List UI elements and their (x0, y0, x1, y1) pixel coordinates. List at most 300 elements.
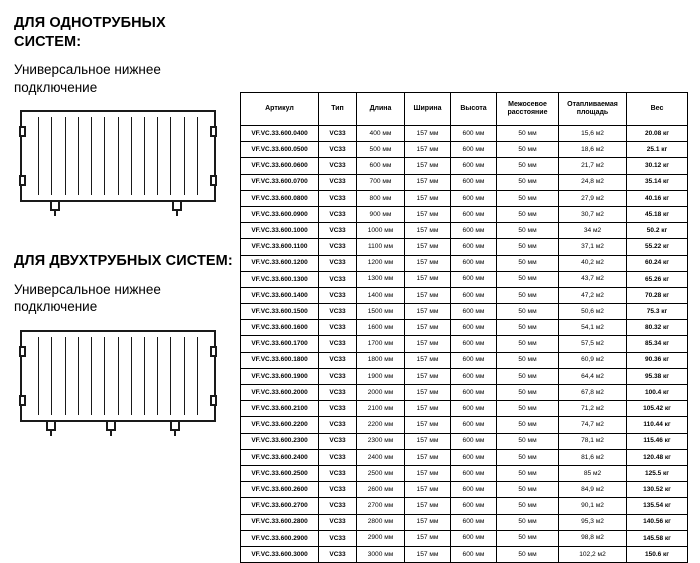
cell-weight: 85.34 кг (627, 336, 688, 352)
cell-type: VC33 (319, 449, 357, 465)
cell-height: 600 мм (451, 417, 497, 433)
cell-center-distance: 50 мм (497, 287, 559, 303)
cell-height: 600 мм (451, 287, 497, 303)
cell-type: VC33 (319, 336, 357, 352)
table-row (241, 320, 688, 336)
radiator-fin (52, 117, 65, 195)
cell-article: VF.VC.33.600.1300 (241, 271, 319, 287)
cell-weight: 60.24 кг (627, 255, 688, 271)
cell-center-distance: 50 мм (497, 271, 559, 287)
cell-weight: 95.38 кг (627, 368, 688, 384)
cell-center-distance: 50 мм (497, 142, 559, 158)
cell-type: VC33 (319, 174, 357, 190)
cell-heated-area: 60,9 м2 (559, 352, 627, 368)
cell-type: VC33 (319, 368, 357, 384)
cell-center-distance: 50 мм (497, 352, 559, 368)
cell-length: 2700 мм (357, 498, 405, 514)
cell-center-distance: 50 мм (497, 433, 559, 449)
column-header-length: Длина (357, 93, 405, 126)
radiator-fin (105, 337, 118, 415)
cell-type: VC33 (319, 158, 357, 174)
cell-article: VF.VC.33.600.2500 (241, 465, 319, 481)
cell-width: 157 мм (405, 126, 451, 142)
left-column (14, 14, 236, 438)
cell-heated-area: 67,8 м2 (559, 385, 627, 401)
cell-width: 157 мм (405, 433, 451, 449)
cell-type: VC33 (319, 190, 357, 206)
cell-width: 157 мм (405, 271, 451, 287)
cell-article: VF.VC.33.600.2900 (241, 530, 319, 546)
cell-height: 600 мм (451, 449, 497, 465)
radiator-fin (158, 117, 171, 195)
cell-article: VF.VC.33.600.1600 (241, 320, 319, 336)
table-row (241, 514, 688, 530)
cell-type: VC33 (319, 223, 357, 239)
cell-weight: 110.44 кг (627, 417, 688, 433)
cell-height: 600 мм (451, 498, 497, 514)
cell-width: 157 мм (405, 304, 451, 320)
cell-length: 400 мм (357, 126, 405, 142)
cell-height: 600 мм (451, 190, 497, 206)
cell-height: 600 мм (451, 401, 497, 417)
cell-article: VF.VC.33.600.2200 (241, 417, 319, 433)
cell-width: 157 мм (405, 417, 451, 433)
cell-center-distance: 50 мм (497, 530, 559, 546)
table-row (241, 287, 688, 303)
cell-type: VC33 (319, 320, 357, 336)
cell-height: 600 мм (451, 465, 497, 481)
cell-width: 157 мм (405, 190, 451, 206)
radiator-fin (119, 117, 132, 195)
table-row (241, 417, 688, 433)
cell-weight: 45.18 кг (627, 206, 688, 222)
radiator-fin (185, 117, 198, 195)
radiator-port-top-right-icon (210, 126, 217, 137)
radiator-port-top-left-icon (19, 346, 26, 357)
cell-center-distance: 50 мм (497, 417, 559, 433)
cell-width: 157 мм (405, 465, 451, 481)
cell-width: 157 мм (405, 498, 451, 514)
table-row (241, 368, 688, 384)
section-one-pipe-title: ДЛЯ ОДНОТРУБНЫХ СИСТЕМ: (14, 15, 166, 50)
cell-width: 157 мм (405, 336, 451, 352)
cell-center-distance: 50 мм (497, 239, 559, 255)
cell-height: 600 мм (451, 174, 497, 190)
cell-type: VC33 (319, 385, 357, 401)
cell-article: VF.VC.33.600.0600 (241, 158, 319, 174)
table-head (241, 93, 688, 126)
cell-heated-area: 37,1 м2 (559, 239, 627, 255)
specification-table-wrapper (240, 92, 687, 563)
cell-center-distance: 50 мм (497, 206, 559, 222)
radiator-fin (171, 337, 184, 415)
cell-width: 157 мм (405, 287, 451, 303)
cell-type: VC33 (319, 482, 357, 498)
radiator-fin (26, 117, 39, 195)
column-header-article: Артикул (241, 93, 319, 126)
cell-length: 1900 мм (357, 368, 405, 384)
cell-article: VF.VC.33.600.2700 (241, 498, 319, 514)
cell-weight: 140.56 кг (627, 514, 688, 530)
table-row (241, 352, 688, 368)
cell-length: 1200 мм (357, 255, 405, 271)
table-row (241, 336, 688, 352)
cell-heated-area: 78,1 м2 (559, 433, 627, 449)
cell-type: VC33 (319, 433, 357, 449)
cell-heated-area: 98,8 м2 (559, 530, 627, 546)
table-row (241, 255, 688, 271)
cell-height: 600 мм (451, 546, 497, 562)
cell-center-distance: 50 мм (497, 546, 559, 562)
radiator-port-bottom-left-icon (19, 395, 26, 406)
cell-article: VF.VC.33.600.0800 (241, 190, 319, 206)
table-row (241, 271, 688, 287)
cell-type: VC33 (319, 239, 357, 255)
cell-type: VC33 (319, 304, 357, 320)
cell-width: 157 мм (405, 449, 451, 465)
cell-length: 800 мм (357, 190, 405, 206)
cell-length: 1800 мм (357, 352, 405, 368)
cell-heated-area: 74,7 м2 (559, 417, 627, 433)
cell-width: 157 мм (405, 482, 451, 498)
radiator-fin (79, 117, 92, 195)
cell-type: VC33 (319, 401, 357, 417)
cell-height: 600 мм (451, 255, 497, 271)
cell-height: 600 мм (451, 336, 497, 352)
cell-heated-area: 47,2 м2 (559, 287, 627, 303)
column-header-heated-area: Отапливаемая площадь (559, 93, 627, 126)
cell-article: VF.VC.33.600.1800 (241, 352, 319, 368)
radiator-fin (132, 337, 145, 415)
table-row (241, 433, 688, 449)
cell-weight: 30.12 кг (627, 158, 688, 174)
cell-heated-area: 57,5 м2 (559, 336, 627, 352)
cell-article: VF.VC.33.600.2400 (241, 449, 319, 465)
cell-weight: 90.36 кг (627, 352, 688, 368)
cell-article: VF.VC.33.600.1500 (241, 304, 319, 320)
cell-length: 2200 мм (357, 417, 405, 433)
cell-height: 600 мм (451, 142, 497, 158)
cell-length: 900 мм (357, 206, 405, 222)
cell-length: 700 мм (357, 174, 405, 190)
cell-article: VF.VC.33.600.2300 (241, 433, 319, 449)
cell-article: VF.VC.33.600.2800 (241, 514, 319, 530)
cell-height: 600 мм (451, 126, 497, 142)
radiator-body (20, 330, 216, 422)
radiator-fin (198, 337, 210, 415)
cell-heated-area: 64,4 м2 (559, 368, 627, 384)
cell-weight: 65.26 кг (627, 271, 688, 287)
radiator-fin (145, 337, 158, 415)
section-two-pipe-title: ДЛЯ ДВУХТРУБНЫХ СИСТЕМ: (14, 253, 233, 270)
radiator-port-bottom-right-icon (210, 175, 217, 186)
table-row (241, 465, 688, 481)
cell-length: 500 мм (357, 142, 405, 158)
cell-weight: 50.2 кг (627, 223, 688, 239)
table-row (241, 223, 688, 239)
cell-article: VF.VC.33.600.0700 (241, 174, 319, 190)
cell-center-distance: 50 мм (497, 449, 559, 465)
radiator-fin (92, 117, 105, 195)
radiator-connection-leg (50, 202, 60, 211)
radiator-port-bottom-right-icon (210, 395, 217, 406)
cell-width: 157 мм (405, 206, 451, 222)
cell-center-distance: 50 мм (497, 255, 559, 271)
cell-length: 1100 мм (357, 239, 405, 255)
cell-length: 1300 мм (357, 271, 405, 287)
cell-height: 600 мм (451, 352, 497, 368)
radiator-port-bottom-left-icon (19, 175, 26, 186)
cell-height: 600 мм (451, 206, 497, 222)
column-header-type: Тип (319, 93, 357, 126)
cell-height: 600 мм (451, 223, 497, 239)
cell-width: 157 мм (405, 352, 451, 368)
radiator-fin (171, 117, 184, 195)
cell-article: VF.VC.33.600.2100 (241, 401, 319, 417)
section-two-pipe (14, 252, 236, 438)
cell-width: 157 мм (405, 223, 451, 239)
cell-heated-area: 84,9 м2 (559, 482, 627, 498)
cell-length: 2100 мм (357, 401, 405, 417)
cell-length: 600 мм (357, 158, 405, 174)
table-row (241, 401, 688, 417)
cell-length: 2500 мм (357, 465, 405, 481)
cell-type: VC33 (319, 465, 357, 481)
cell-length: 1600 мм (357, 320, 405, 336)
cell-heated-area: 71,2 м2 (559, 401, 627, 417)
cell-center-distance: 50 мм (497, 401, 559, 417)
section-one-pipe-subtitle: Универсальное нижнее подключение (14, 62, 161, 95)
cell-weight: 80.32 кг (627, 320, 688, 336)
cell-type: VC33 (319, 271, 357, 287)
cell-height: 600 мм (451, 239, 497, 255)
cell-heated-area: 43,7 м2 (559, 271, 627, 287)
cell-weight: 145.58 кг (627, 530, 688, 546)
cell-length: 2800 мм (357, 514, 405, 530)
radiator-connection-leg (170, 422, 180, 431)
radiator-port-top-left-icon (19, 126, 26, 137)
section-two-pipe-subtitle: Универсальное нижнее подключение (14, 281, 161, 315)
cell-width: 157 мм (405, 174, 451, 190)
cell-height: 600 мм (451, 385, 497, 401)
radiator-fin (66, 117, 79, 195)
cell-weight: 70.28 кг (627, 287, 688, 303)
radiator-two-pipe-diagram (16, 330, 220, 438)
table-body (241, 126, 688, 563)
cell-article: VF.VC.33.600.2600 (241, 482, 319, 498)
cell-weight: 150.6 кг (627, 546, 688, 562)
cell-heated-area: 30,7 м2 (559, 206, 627, 222)
cell-heated-area: 18,6 м2 (559, 142, 627, 158)
table-row (241, 239, 688, 255)
cell-article: VF.VC.33.600.1100 (241, 239, 319, 255)
radiator-fin (158, 337, 171, 415)
cell-center-distance: 50 мм (497, 465, 559, 481)
cell-type: VC33 (319, 546, 357, 562)
cell-center-distance: 50 мм (497, 320, 559, 336)
radiator-connection-legs (20, 202, 216, 218)
radiator-fin (39, 117, 52, 195)
cell-center-distance: 50 мм (497, 174, 559, 190)
table-row (241, 385, 688, 401)
cell-type: VC33 (319, 206, 357, 222)
radiator-body (20, 110, 216, 202)
cell-height: 600 мм (451, 368, 497, 384)
radiator-port-top-right-icon (210, 346, 217, 357)
table-row (241, 174, 688, 190)
cell-width: 157 мм (405, 368, 451, 384)
cell-weight: 105.42 кг (627, 401, 688, 417)
cell-article: VF.VC.33.600.1700 (241, 336, 319, 352)
cell-type: VC33 (319, 498, 357, 514)
table-row (241, 142, 688, 158)
cell-article: VF.VC.33.600.0400 (241, 126, 319, 142)
table-row (241, 158, 688, 174)
cell-type: VC33 (319, 287, 357, 303)
cell-heated-area: 85 м2 (559, 465, 627, 481)
cell-length: 1700 мм (357, 336, 405, 352)
cell-width: 157 мм (405, 142, 451, 158)
radiator-fin (119, 337, 132, 415)
cell-weight: 35.14 кг (627, 174, 688, 190)
cell-center-distance: 50 мм (497, 514, 559, 530)
cell-article: VF.VC.33.600.1900 (241, 368, 319, 384)
cell-length: 3000 мм (357, 546, 405, 562)
cell-height: 600 мм (451, 320, 497, 336)
cell-heated-area: 34 м2 (559, 223, 627, 239)
cell-width: 157 мм (405, 514, 451, 530)
table-header-row (241, 93, 688, 126)
cell-article: VF.VC.33.600.1400 (241, 287, 319, 303)
cell-length: 2900 мм (357, 530, 405, 546)
cell-width: 157 мм (405, 546, 451, 562)
cell-weight: 125.5 кг (627, 465, 688, 481)
cell-center-distance: 50 мм (497, 158, 559, 174)
cell-weight: 20.08 кг (627, 126, 688, 142)
column-header-center-distance: Межосевое расстояние (497, 93, 559, 126)
cell-type: VC33 (319, 142, 357, 158)
cell-width: 157 мм (405, 385, 451, 401)
radiator-fin (132, 117, 145, 195)
cell-weight: 100.4 кг (627, 385, 688, 401)
cell-center-distance: 50 мм (497, 304, 559, 320)
cell-height: 600 мм (451, 530, 497, 546)
table-row (241, 449, 688, 465)
cell-length: 2400 мм (357, 449, 405, 465)
table-row (241, 546, 688, 562)
table-row (241, 304, 688, 320)
cell-length: 1500 мм (357, 304, 405, 320)
cell-height: 600 мм (451, 158, 497, 174)
cell-type: VC33 (319, 417, 357, 433)
cell-article: VF.VC.33.600.1200 (241, 255, 319, 271)
radiator-fin (26, 337, 39, 415)
cell-type: VC33 (319, 255, 357, 271)
table-row (241, 206, 688, 222)
cell-center-distance: 50 мм (497, 482, 559, 498)
cell-height: 600 мм (451, 433, 497, 449)
cell-height: 600 мм (451, 482, 497, 498)
cell-heated-area: 90,1 м2 (559, 498, 627, 514)
cell-article: VF.VC.33.600.0500 (241, 142, 319, 158)
cell-type: VC33 (319, 126, 357, 142)
cell-weight: 115.46 кг (627, 433, 688, 449)
cell-weight: 120.48 кг (627, 449, 688, 465)
cell-weight: 40.16 кг (627, 190, 688, 206)
cell-length: 2600 мм (357, 482, 405, 498)
cell-center-distance: 50 мм (497, 336, 559, 352)
cell-height: 600 мм (451, 271, 497, 287)
cell-heated-area: 15,6 м2 (559, 126, 627, 142)
cell-width: 157 мм (405, 239, 451, 255)
specification-table (240, 92, 688, 563)
cell-heated-area: 24,8 м2 (559, 174, 627, 190)
cell-weight: 135.54 кг (627, 498, 688, 514)
cell-weight: 75.3 кг (627, 304, 688, 320)
radiator-fin (79, 337, 92, 415)
section-one-pipe (14, 14, 236, 218)
cell-height: 600 мм (451, 514, 497, 530)
cell-width: 157 мм (405, 255, 451, 271)
table-row (241, 482, 688, 498)
column-header-width: Ширина (405, 93, 451, 126)
cell-heated-area: 54,1 м2 (559, 320, 627, 336)
cell-heated-area: 95,3 м2 (559, 514, 627, 530)
cell-center-distance: 50 мм (497, 385, 559, 401)
cell-heated-area: 40,2 м2 (559, 255, 627, 271)
cell-length: 2300 мм (357, 433, 405, 449)
radiator-fin (39, 337, 52, 415)
radiator-connection-leg (46, 422, 56, 431)
cell-article: VF.VC.33.600.1000 (241, 223, 319, 239)
cell-width: 157 мм (405, 320, 451, 336)
cell-center-distance: 50 мм (497, 223, 559, 239)
table-row (241, 190, 688, 206)
radiator-fin (145, 117, 158, 195)
cell-heated-area: 102,2 м2 (559, 546, 627, 562)
radiator-connection-leg (172, 202, 182, 211)
cell-type: VC33 (319, 530, 357, 546)
cell-heated-area: 21,7 м2 (559, 158, 627, 174)
cell-center-distance: 50 мм (497, 126, 559, 142)
radiator-connection-legs (20, 422, 216, 438)
radiator-one-pipe-diagram (16, 110, 220, 218)
radiator-fin (52, 337, 65, 415)
table-row (241, 530, 688, 546)
radiator-connection-leg (106, 422, 116, 431)
column-header-weight: Вес (627, 93, 688, 126)
cell-length: 1000 мм (357, 223, 405, 239)
cell-weight: 130.52 кг (627, 482, 688, 498)
cell-width: 157 мм (405, 401, 451, 417)
cell-weight: 55.22 кг (627, 239, 688, 255)
cell-length: 2000 мм (357, 385, 405, 401)
cell-type: VC33 (319, 514, 357, 530)
radiator-fin (105, 117, 118, 195)
radiator-fin (66, 337, 79, 415)
cell-height: 600 мм (451, 304, 497, 320)
radiator-fin (198, 117, 210, 195)
cell-center-distance: 50 мм (497, 368, 559, 384)
cell-article: VF.VC.33.600.2000 (241, 385, 319, 401)
cell-heated-area: 27,9 м2 (559, 190, 627, 206)
table-row (241, 126, 688, 142)
cell-length: 1400 мм (357, 287, 405, 303)
table-row (241, 498, 688, 514)
cell-weight: 25.1 кг (627, 142, 688, 158)
cell-article: VF.VC.33.600.0900 (241, 206, 319, 222)
cell-type: VC33 (319, 352, 357, 368)
